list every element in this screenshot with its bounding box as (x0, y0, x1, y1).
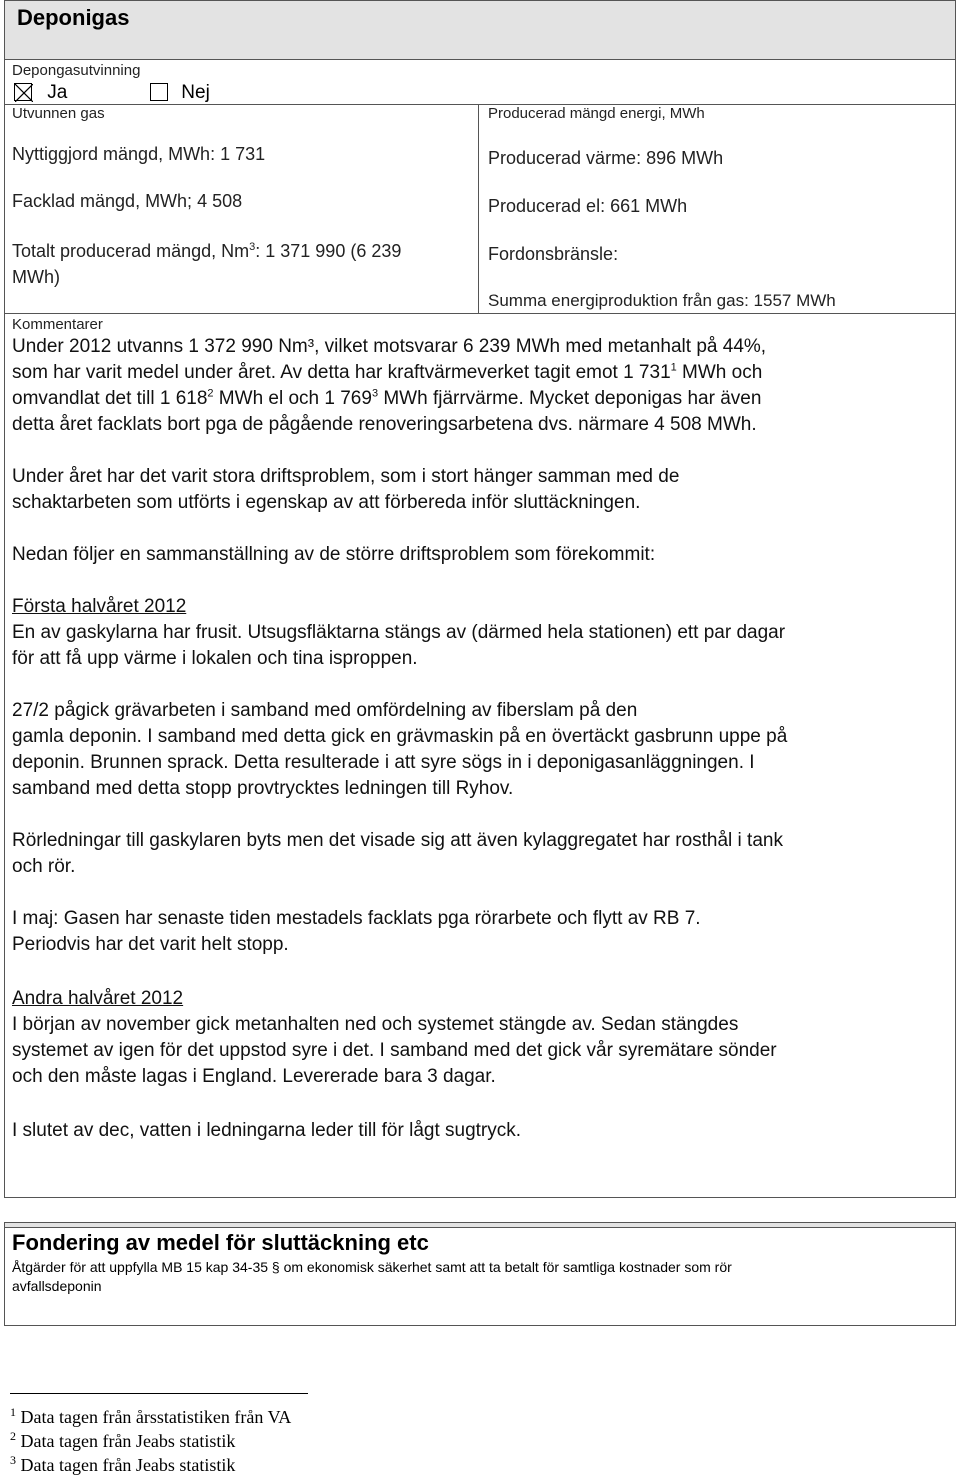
footnote-3-text: Data tagen från Jeabs statistik (20, 1455, 236, 1475)
footnote-ref-1: 1 (670, 361, 677, 374)
flared-amount: Facklad mängd, MWh; 4 508 (12, 191, 243, 211)
option-no-label: Nej (181, 82, 210, 103)
total-line2: MWh) (12, 267, 60, 287)
footnote-3-num: 3 (10, 1453, 16, 1467)
option-yes[interactable] (14, 82, 67, 104)
c1-line3 (12, 386, 947, 412)
el-produced: Producerad el: 661 MWh (488, 196, 688, 216)
checked-x-icon (15, 84, 33, 102)
column-divider (478, 104, 479, 314)
p5-line3: deponin. Brunnen sprack. Detta resulterade i att syre sögs in i deponigasanläggningen. I (12, 752, 755, 773)
heat-produced: Producerad värme: 896 MWh (488, 148, 724, 168)
desc-line1: Åtgärder för att uppfylla MB 15 kap 34-35 § om ekonomisk säkerhet samt att ta betalt för samtliga kostnader som rör (12, 1259, 732, 1275)
deponigas-header (4, 0, 956, 60)
p4-line2: för att få upp värme i lokalen och tina isproppen. (12, 648, 418, 669)
fondering-description (12, 1258, 947, 1296)
footnote-1-num: 1 (10, 1405, 16, 1419)
footnote-ref-3: 3 (371, 387, 379, 400)
p2-line1: Under året har det varit stora driftsproblem, som i stort hänger samman med de (12, 466, 680, 487)
option-no[interactable] (150, 82, 210, 104)
row-divider (4, 104, 956, 105)
p2-line2: schaktarbeten som utförts i egenskap av att förbereda inför sluttäckningen. (12, 492, 641, 513)
checkbox-no[interactable] (150, 83, 168, 101)
p6-line1: Rörledningar till gaskylaren byts men det visade sig att även kylaggregatet har rosthål i tank (12, 830, 783, 851)
comment-paragraph-1 (12, 334, 947, 438)
comment-paragraph-6 (12, 828, 783, 880)
c1-line2b: MWh och (676, 362, 763, 383)
footnote-1-text: Data tagen från årsstatistiken från VA (20, 1407, 292, 1427)
section-title: Deponigas (17, 5, 130, 30)
option-yes-label: Ja (47, 82, 68, 103)
second-half-heading: Andra halvåret 2012 (12, 988, 184, 1009)
p5-line1: 27/2 pågick grävarbeten i samband med omfördelning av fiberslam på den (12, 700, 638, 721)
energy-header: Producerad mängd energi, MWh (488, 105, 705, 122)
sum-divider (4, 313, 956, 314)
checkbox-yes[interactable] (14, 83, 32, 101)
comment-paragraph-2 (12, 464, 679, 516)
energy-sum: Summa energiproduktion från gas: 1557 MWh (488, 291, 836, 310)
footnote-3 (10, 1455, 235, 1476)
useful-amount: Nyttiggjord mängd, MWh: 1 731 (12, 144, 266, 164)
desc-line2: avfallsdeponin (12, 1278, 102, 1294)
fondering-header-bar (4, 1222, 956, 1228)
comments-label: Kommentarer (12, 316, 103, 333)
total-amount (12, 238, 401, 290)
extraction-label: Depongasutvinning (12, 62, 141, 79)
p5-line4: samband med detta stopp provtrycktes ledningen till Ryhov. (12, 778, 514, 799)
comment-paragraph-8 (12, 1012, 777, 1090)
footnote-2 (10, 1431, 235, 1452)
total-post: : 1 371 990 (6 239 (255, 241, 402, 261)
p4-line1: En av gaskylarna har frusit. Utsugsfläktarna stängs av (därmed hela stationen) ett par dagar (12, 622, 786, 643)
footnote-ref-2: 2 (207, 387, 214, 400)
footnote-1 (10, 1407, 291, 1428)
comment-paragraph-9: I slutet av dec, vatten i ledningarna leder till för lågt sugtryck. (12, 1120, 522, 1141)
p8-line2: systemet av igen för det uppstod syre i det. I samband med det gick vår syremätare sönder (12, 1040, 777, 1061)
c1-line2a: som har varit medel under året. Av detta har kraftvärmeverket tagit emot 1 731 (12, 362, 671, 383)
footnote-2-num: 2 (10, 1429, 16, 1443)
c1-line3c: MWh fjärrvärme. Mycket deponigas har även (378, 388, 762, 409)
fondering-title: Fondering av medel för sluttäckning etc (12, 1230, 429, 1255)
extracted-gas-header: Utvunnen gas (12, 105, 105, 122)
c1-line3b: MWh el och 1 769 (213, 388, 372, 409)
c1-line4: detta året facklats bort pga de pågående renoveringsarbetena dvs. närmare 4 508 MWh. (12, 414, 757, 435)
first-half-heading: Första halvåret 2012 (12, 596, 187, 617)
p5-line2: gamla deponin. I samband med detta gick en grävmaskin på en övertäckt gasbrunn uppe på (12, 726, 788, 747)
p7-line1: I maj: Gasen har senaste tiden mestadels facklats pga rörarbete och flytt av RB 7. (12, 908, 701, 929)
vehicle-fuel: Fordonsbränsle: (488, 244, 619, 264)
p7-line2: Periodvis har det varit helt stopp. (12, 934, 289, 955)
comment-paragraph-5 (12, 698, 787, 802)
footnote-separator (10, 1393, 308, 1394)
footnote-2-text: Data tagen från Jeabs statistik (20, 1431, 236, 1451)
comment-paragraph-7 (12, 906, 701, 958)
p6-line2: och rör. (12, 856, 76, 877)
comment-paragraph-4 (12, 620, 785, 672)
c1-line2 (12, 360, 947, 386)
c1-line1: Under 2012 utvanns 1 372 990 Nm³, vilket motsvarar 6 239 MWh med metanhalt på 44%, (12, 336, 767, 357)
p8-line3: och den måste lagas i England. Levererade bara 3 dagar. (12, 1066, 496, 1087)
comment-paragraph-3: Nedan följer en sammanställning av de större driftsproblem som förekommit: (12, 544, 656, 565)
total-pre: Totalt producerad mängd, Nm (12, 241, 250, 261)
p8-line1: I början av november gick metanhalten ned och systemet stängde av. Sedan stängdes (12, 1014, 739, 1035)
c1-line3a: omvandlat det till 1 618 (12, 388, 208, 409)
total-sup: 3 (249, 241, 256, 253)
